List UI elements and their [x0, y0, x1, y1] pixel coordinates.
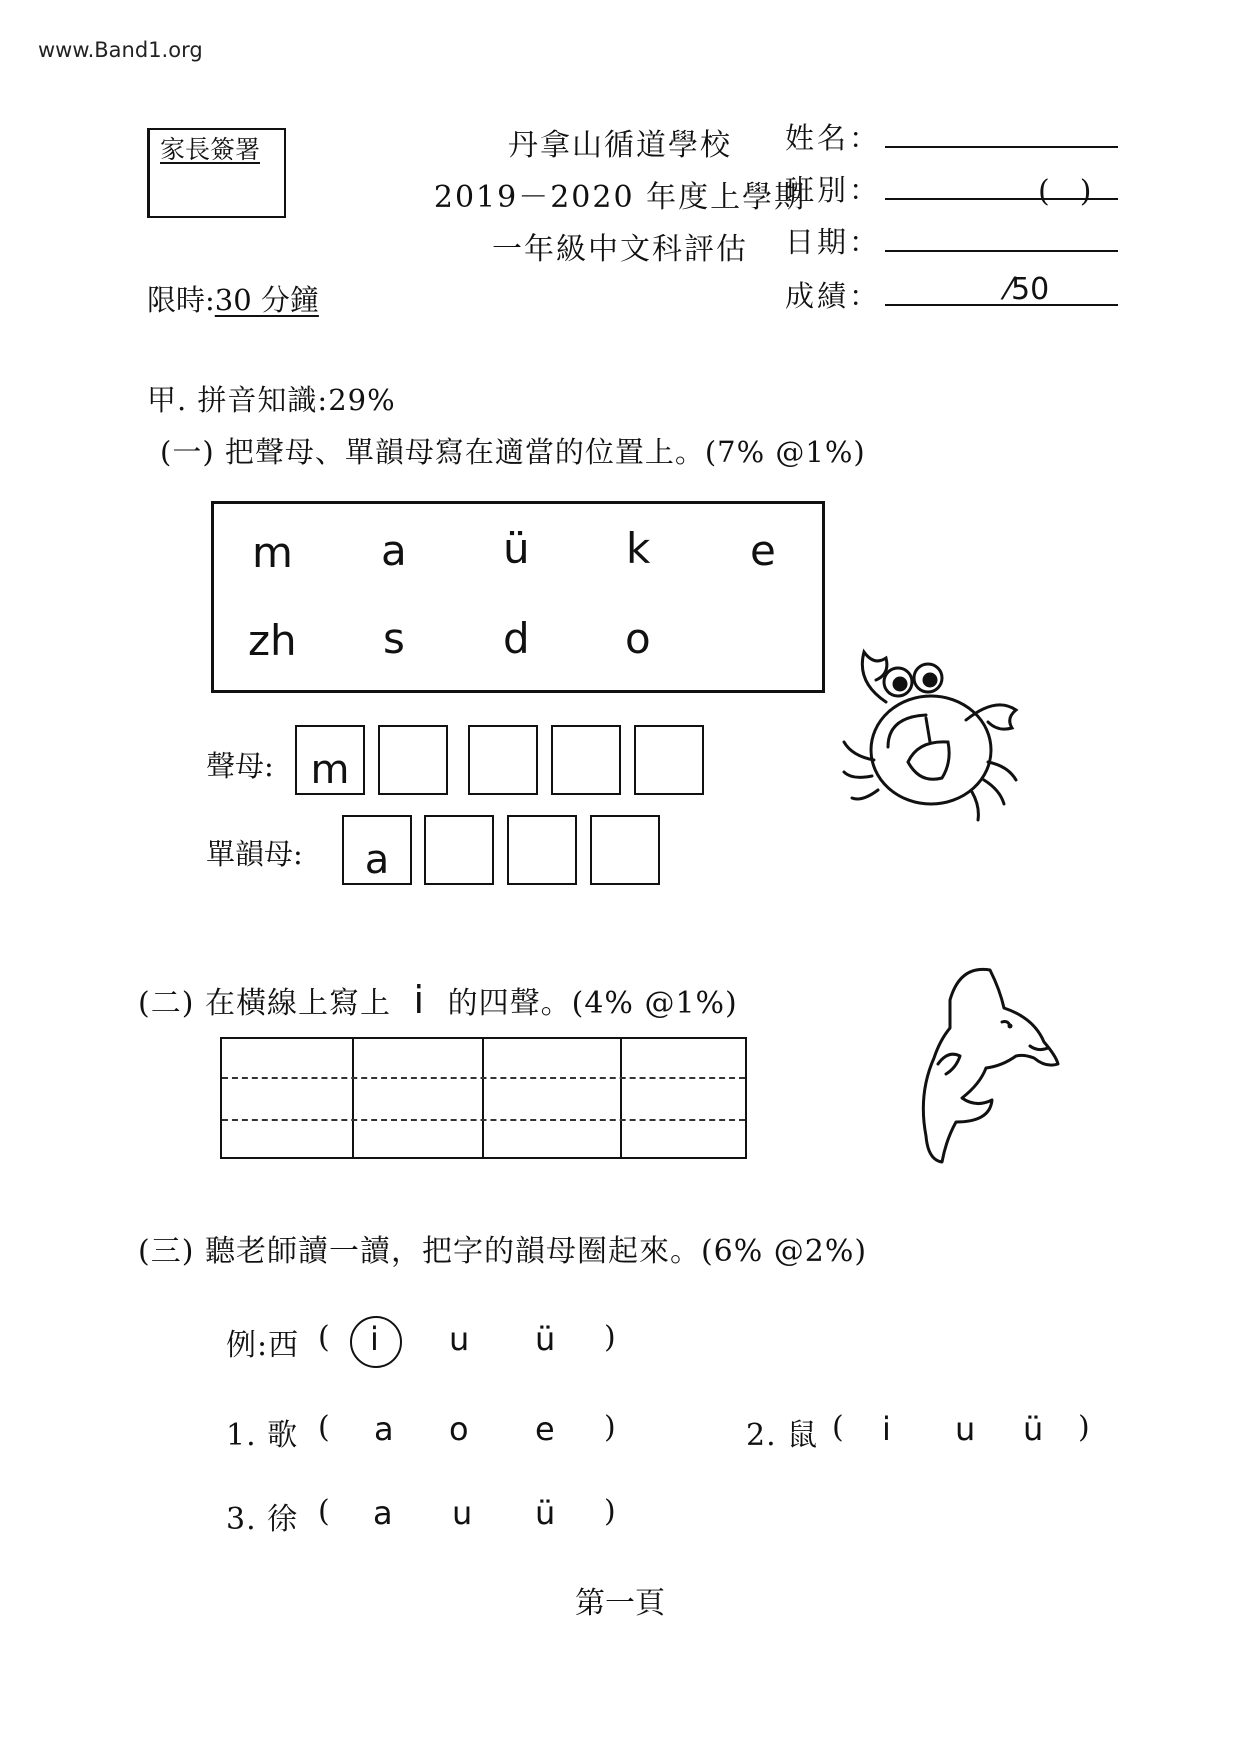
initial-answer-box[interactable] — [468, 725, 538, 795]
parent-signature-label: 家長簽署 — [160, 135, 261, 164]
letter-bank-item: a — [381, 526, 407, 575]
initial-answer-box: m — [295, 725, 365, 795]
q3-item-1-label: 1. 歌 — [226, 1418, 299, 1453]
grid-guide-line — [222, 1077, 745, 1079]
q3-item-1-close-paren: ) — [604, 1410, 617, 1445]
final-answer-box[interactable] — [590, 815, 660, 885]
four-tone-writing-grid[interactable] — [220, 1037, 747, 1159]
q2-letter: i — [413, 978, 426, 1022]
school-name: 丹拿山循道學校 — [508, 128, 732, 163]
letter-bank-item: e — [750, 526, 776, 575]
q3-item-1-option[interactable]: e — [535, 1410, 555, 1448]
example-label: 例:西 — [226, 1328, 300, 1363]
score-field[interactable] — [885, 304, 1118, 306]
final-answer-box[interactable] — [424, 815, 494, 885]
dolphin-icon — [890, 960, 1070, 1170]
page-number: 第一頁 — [575, 1586, 665, 1621]
q3-title: (三) 聽老師讀一讀，把字的韻母圈起來。(6% @2%) — [138, 1234, 868, 1269]
score-label: 成績： — [785, 279, 882, 313]
name-field[interactable] — [885, 146, 1118, 148]
date-label: 日期： — [785, 225, 882, 259]
watermark-url: www.Band1.org — [38, 38, 203, 62]
letter-bank-item: d — [503, 614, 530, 663]
final-answer-box: a — [342, 815, 412, 885]
q3-item-3-option[interactable]: a — [373, 1494, 393, 1532]
example-open-paren: ( — [318, 1320, 331, 1355]
q2-title-suffix: 的四聲。(4% @1%) — [447, 986, 738, 1021]
time-limit — [147, 278, 319, 319]
score-total: ⁄50 — [1006, 272, 1050, 307]
time-limit-label: 限時: — [147, 283, 215, 317]
crab-icon — [838, 642, 1028, 827]
example-option: u — [449, 1320, 470, 1358]
letter-bank-item: m — [252, 528, 293, 577]
q3-item-3-open-paren: ( — [318, 1494, 331, 1529]
q3-item-2-open-paren: ( — [832, 1410, 845, 1445]
q3-item-2-label: 2. 鼠 — [746, 1418, 819, 1453]
grid-divider — [482, 1039, 484, 1157]
grid-divider — [352, 1039, 354, 1157]
example-close-paren: ) — [604, 1320, 617, 1355]
initial-answer-box[interactable] — [634, 725, 704, 795]
q3-item-1-open-paren: ( — [318, 1410, 331, 1445]
assessment-title: 一年級中文科評估 — [492, 232, 748, 267]
q3-item-1-option[interactable]: a — [374, 1410, 394, 1448]
q3-item-2-option[interactable]: u — [955, 1410, 976, 1448]
final-answer-box[interactable] — [507, 815, 577, 885]
letter-bank-item: zh — [248, 616, 297, 665]
finals-label: 單韻母: — [206, 837, 303, 871]
q2-title-prefix: (二) 在橫線上寫上 — [138, 986, 391, 1021]
academic-year: 2019－2020 年度上學期 — [433, 180, 807, 215]
q3-item-2-close-paren: ) — [1078, 1410, 1091, 1445]
q3-item-3-close-paren: ) — [604, 1494, 617, 1529]
q1-title: (一) 把聲母、單韻母寫在適當的位置上。(7% @1%) — [160, 435, 866, 469]
initials-label: 聲母: — [206, 749, 274, 783]
q2-title — [138, 978, 738, 1022]
grid-guide-line — [222, 1119, 745, 1121]
letter-bank-item: s — [383, 614, 405, 663]
q3-item-3-option[interactable]: u — [452, 1494, 473, 1532]
q3-item-1-option[interactable]: o — [449, 1410, 469, 1448]
example-option: ü — [535, 1320, 556, 1358]
example-option: i — [370, 1320, 379, 1358]
time-limit-value: 30 分鐘 — [214, 283, 319, 317]
letter-bank-item: ü — [503, 524, 530, 573]
date-field[interactable] — [885, 250, 1118, 252]
section-a-title: 甲. 拼音知識:29% — [147, 383, 396, 417]
initial-answer-box[interactable] — [551, 725, 621, 795]
grid-divider — [620, 1039, 622, 1157]
initial-answer-box[interactable] — [378, 725, 448, 795]
q3-item-2-option[interactable]: ü — [1023, 1410, 1044, 1448]
letter-bank-item: k — [626, 524, 651, 573]
class-number-paren: ( ) — [1038, 174, 1092, 209]
class-label: 班別： — [785, 173, 882, 207]
q3-item-2-option[interactable]: i — [882, 1410, 891, 1448]
q3-item-3-label: 3. 徐 — [226, 1502, 299, 1537]
name-label: 姓名： — [785, 121, 882, 155]
q3-item-3-option[interactable]: ü — [535, 1494, 556, 1532]
letter-bank-item: o — [625, 614, 651, 663]
